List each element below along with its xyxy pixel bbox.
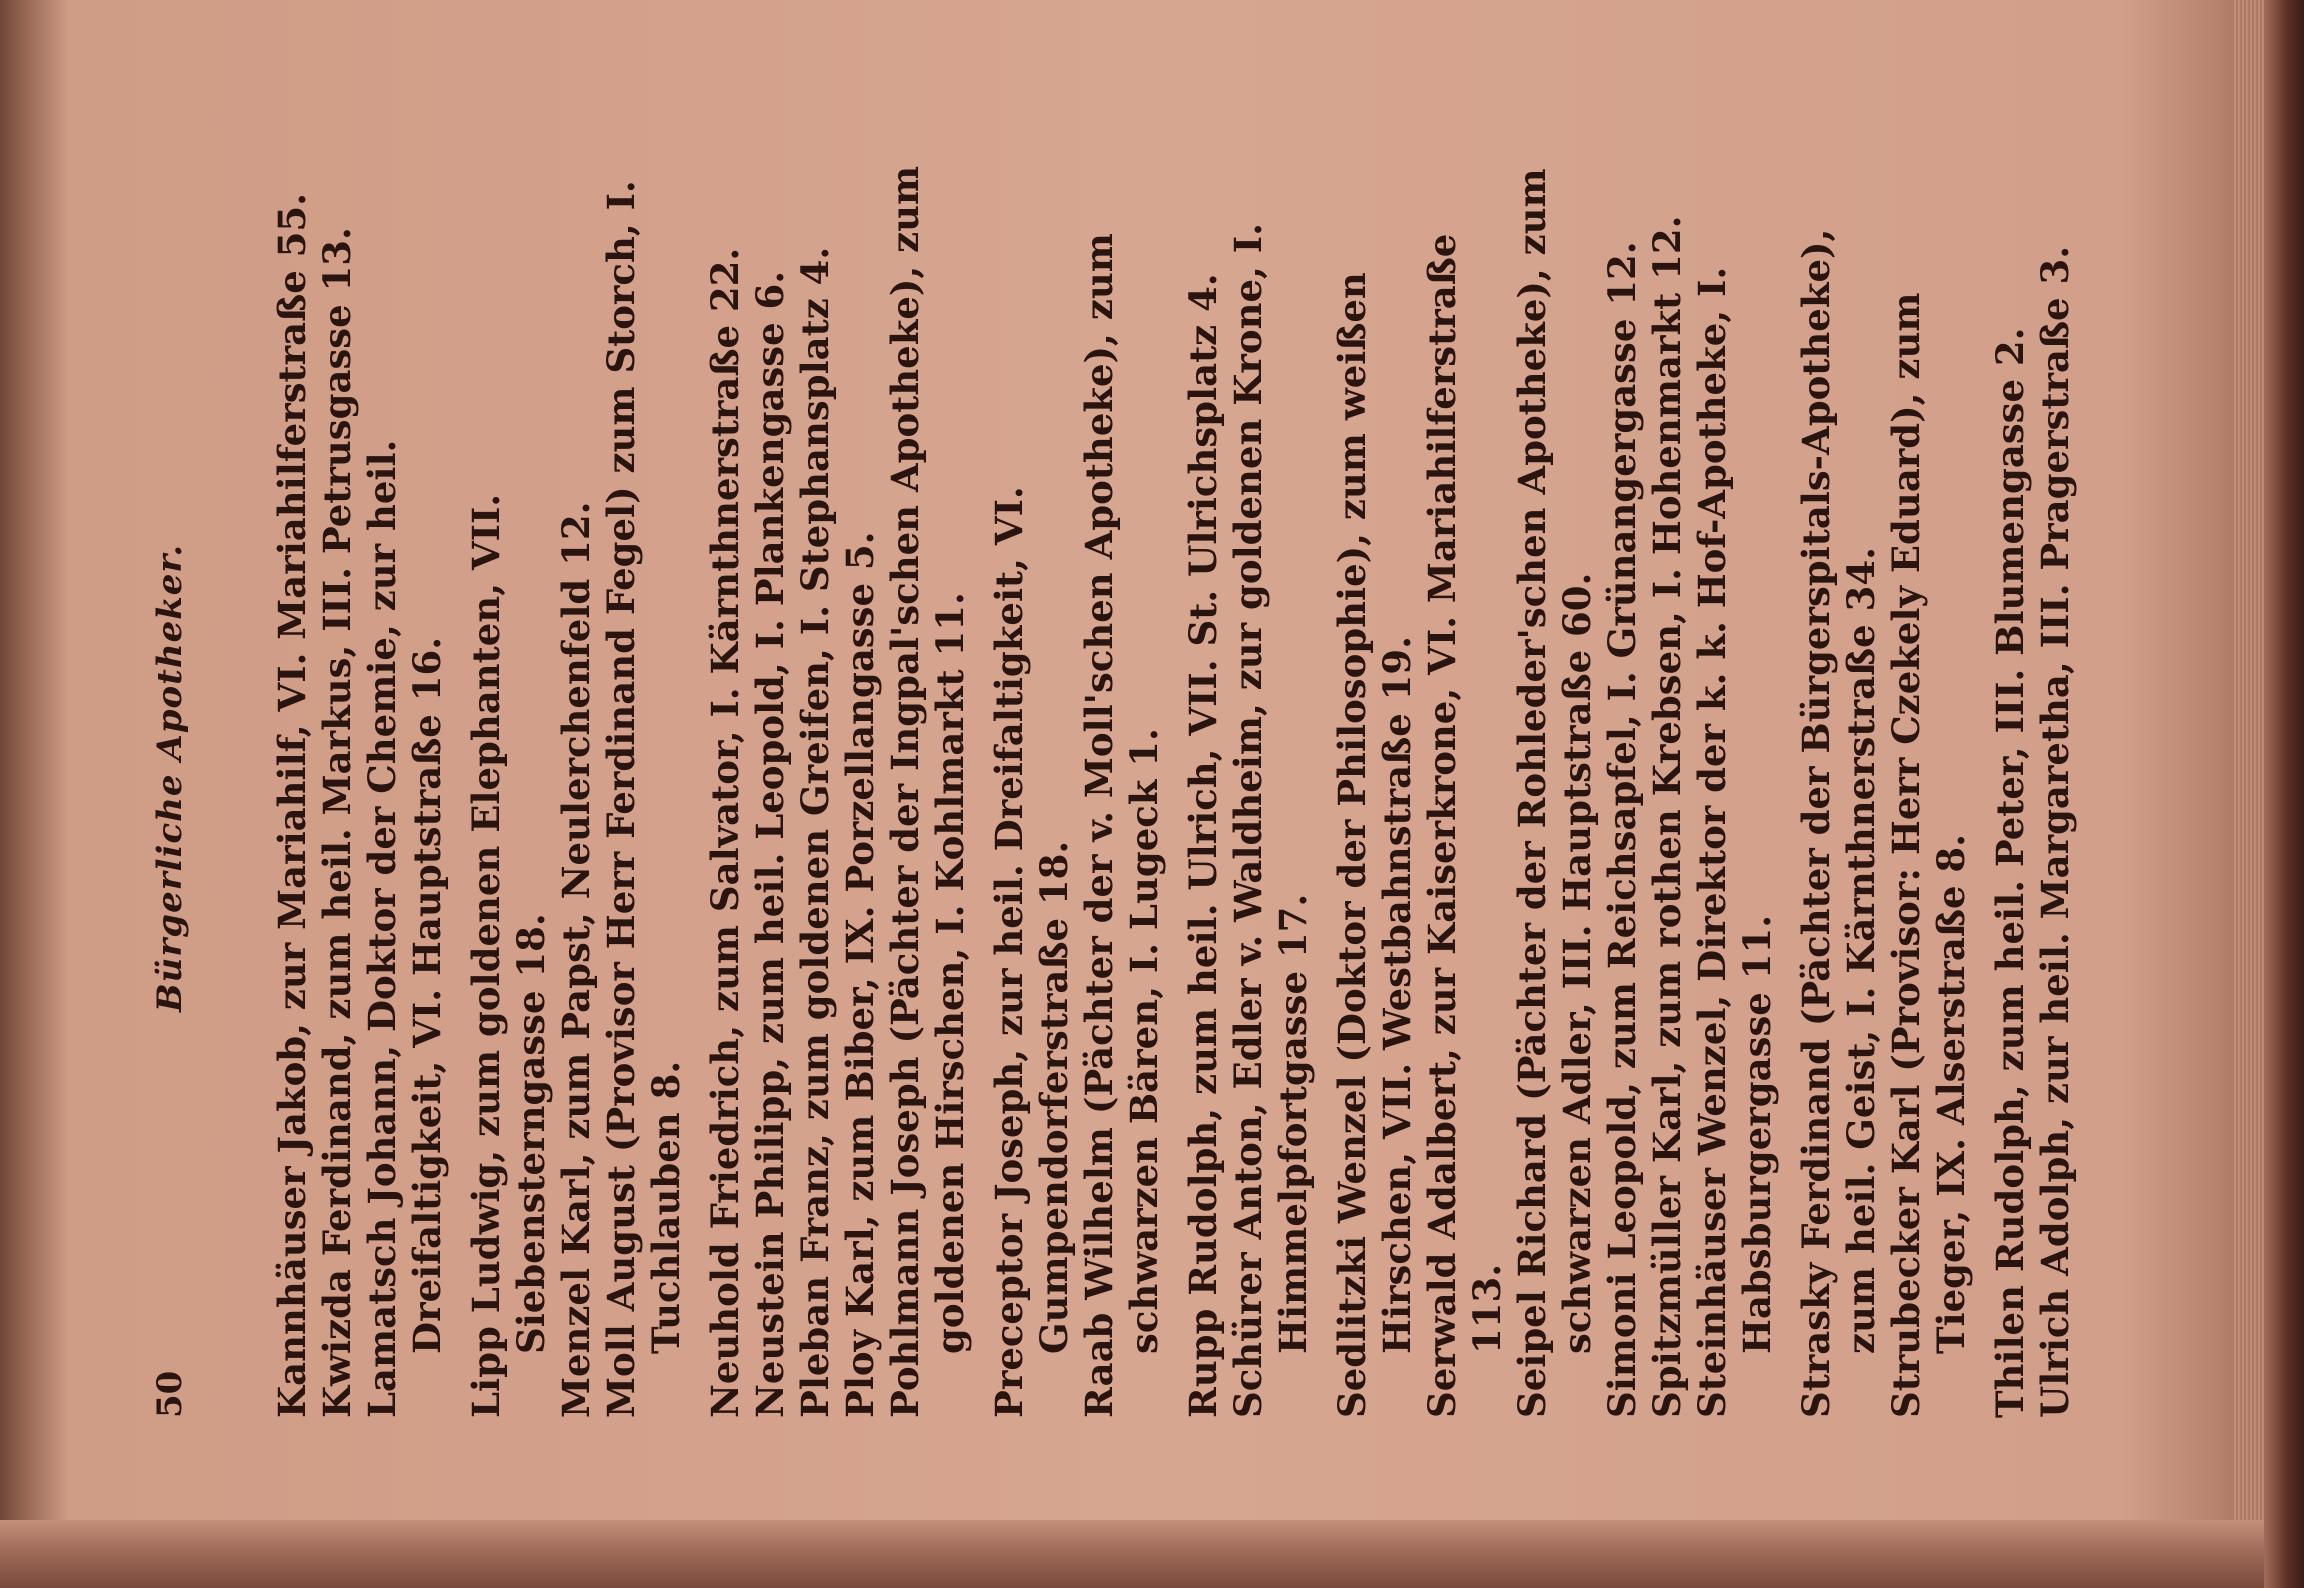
list-item xyxy=(987,138,1077,1418)
entry-text: Edler v. Waldheim, zur goldenen Krone, I. Himmelpfortgasse 17. xyxy=(1226,223,1315,1354)
entry-name: Moll August xyxy=(599,1165,643,1418)
list-item xyxy=(748,138,793,1418)
list-item xyxy=(554,138,599,1418)
entry-text: zum Papst, Neulerchenfeld 12. xyxy=(554,501,598,1153)
entry-name: Neuhold Friedrich, xyxy=(703,1024,747,1418)
entry-name: Spitzmüller Karl, xyxy=(1645,1060,1689,1418)
page-number: 50 xyxy=(150,1370,190,1418)
entry-text: zum rothen Krebsen, I. Hohenmarkt 12. xyxy=(1645,215,1689,1061)
entry-text: (Doktor der Philosophie), zum weißen Hirschen, VII. Westbahnstraße 19. xyxy=(1330,272,1419,1354)
entry-name: Steinhäuser Wenzel, xyxy=(1690,994,1734,1418)
entry-name: Pleban Franz, xyxy=(793,1133,837,1418)
entry-name: Lipp Ludwig, xyxy=(464,1149,508,1418)
entry-name: Preceptor Joseph, xyxy=(987,1048,1031,1418)
entry-name: Schürer Anton, xyxy=(1226,1102,1270,1418)
list-item xyxy=(1690,138,1780,1418)
entry-text: zum Salvator, I. Kärnthnerstraße 22. xyxy=(703,247,747,1025)
list-item xyxy=(793,138,838,1418)
list-item xyxy=(1645,138,1690,1418)
list-item xyxy=(1884,138,1974,1418)
entry-name: Kannhäuser Jakob, xyxy=(270,1022,314,1418)
entry-text: (Pächter der v. Moll'schen Apotheke), zum schwarzen Bären, I. Lugeck 1. xyxy=(1077,233,1166,1354)
list-item xyxy=(599,138,689,1418)
list-item xyxy=(464,138,554,1418)
entry-name: Rupp Rudolph, xyxy=(1181,1107,1225,1418)
pharmacist-list xyxy=(270,138,2078,1418)
list-item xyxy=(2033,138,2078,1418)
entry-name: Strubecker Karl xyxy=(1884,1084,1928,1418)
entry-text: (Provisor: Herr Czekely Eduard), zum Tieger, IX. Alserstraße 8. xyxy=(1884,292,1973,1354)
entry-text: zur heil. Dreifaltigkeit, VI. Gumpendorferstraße 18. xyxy=(987,486,1076,1354)
list-item xyxy=(838,138,883,1418)
running-head: Bürgerliche Apotheker. xyxy=(150,543,190,1013)
list-item xyxy=(883,138,973,1418)
entry-text: Doktor der Chemie, zur heil. Dreifaltigkeit, VI. Hauptstraße 16. xyxy=(360,439,449,1354)
entry-name: Lamatsch Johann, xyxy=(360,1044,404,1418)
list-item xyxy=(1420,138,1510,1418)
list-item xyxy=(1077,138,1167,1418)
entry-text: zum heil. Peter, III. Blumengasse 2. xyxy=(1988,327,2032,1085)
list-item xyxy=(1330,138,1420,1418)
entry-name: Kwizda Ferdinand, xyxy=(315,1032,359,1418)
entry-text: zum heil. Leopold, I. Plankengasse 6. xyxy=(748,270,792,1057)
entry-text: (Provisor Herr Ferdinand Fegel) zum Storch, I. Tuchlauben 8. xyxy=(599,180,688,1354)
entry-text: zum Biber, IX. Porzellangasse 5. xyxy=(838,531,882,1215)
entry-name: Menzel Karl, xyxy=(554,1152,598,1418)
list-item xyxy=(1226,138,1316,1418)
list-item xyxy=(1988,138,2033,1418)
entry-text: zur Kaiserkrone, VI. Mariahilferstraße 113. xyxy=(1420,233,1509,1354)
entry-text: Direktor der k. k. Hof-Apotheke, I. Habsburgergasse 11. xyxy=(1690,266,1779,1354)
entry-name: Raab Wilhelm xyxy=(1077,1127,1121,1418)
page-content xyxy=(150,138,2078,1418)
entry-text: zum goldenen Elephanten, VII. Siebensterngasse 18. xyxy=(464,493,553,1354)
list-item xyxy=(1510,138,1600,1418)
entry-name: Simoni Leopold, xyxy=(1600,1081,1644,1418)
entry-name: Serwald Adalbert, xyxy=(1420,1048,1464,1418)
entry-name: Strasky Ferdinand xyxy=(1794,1039,1838,1418)
entry-name: Seipel Richard xyxy=(1510,1113,1554,1418)
entry-text: zur Mariahilf, VI. Mariahilferstraße 55. xyxy=(270,192,314,1023)
entry-text: (Pächter der Bürgerspitals-Apotheke), zum heil. Geist, I. Kärnthnerstraße 34. xyxy=(1794,228,1883,1354)
entry-text: zum Reichsapfel, I. Grünangergasse 12. xyxy=(1600,241,1644,1082)
list-item xyxy=(1600,138,1645,1418)
list-item xyxy=(315,138,360,1418)
entry-name: Neustein Philipp, xyxy=(748,1056,792,1418)
list-item xyxy=(1181,138,1226,1418)
entry-text: zum heil. Ulrich, VII. St. Ulrichsplatz 4. xyxy=(1181,273,1225,1108)
entry-text: zur heil. Margaretha, III. Pragerstraße 3. xyxy=(2033,245,2077,1117)
list-item xyxy=(1794,138,1884,1418)
entry-text: zum heil. Markus, III. Petrusgasse 13. xyxy=(315,227,359,1033)
list-item xyxy=(360,138,450,1418)
entry-name: Sedlitzki Wenzel xyxy=(1330,1075,1374,1418)
page-header xyxy=(150,138,210,1418)
entry-text: (Pächter der Rohleder'schen Apotheke), zum schwarzen Adler, III. Hauptstraße 60. xyxy=(1510,168,1599,1354)
entry-name: Thilen Rudolph, xyxy=(1988,1084,2032,1418)
entry-name: Ulrich Adolph, xyxy=(2033,1116,2077,1418)
entry-name: Pohlmann Joseph xyxy=(883,1056,927,1418)
entry-text: zum goldenen Greifen, I. Stephansplatz 4. xyxy=(793,246,837,1134)
list-item xyxy=(270,138,315,1418)
entry-name: Ploy Karl, xyxy=(838,1214,882,1418)
list-item xyxy=(703,138,748,1418)
entry-text: (Pächter der Ingpal'schen Apotheke), zum goldenen Hirschen, I. Kohlmarkt 11. xyxy=(883,165,972,1354)
